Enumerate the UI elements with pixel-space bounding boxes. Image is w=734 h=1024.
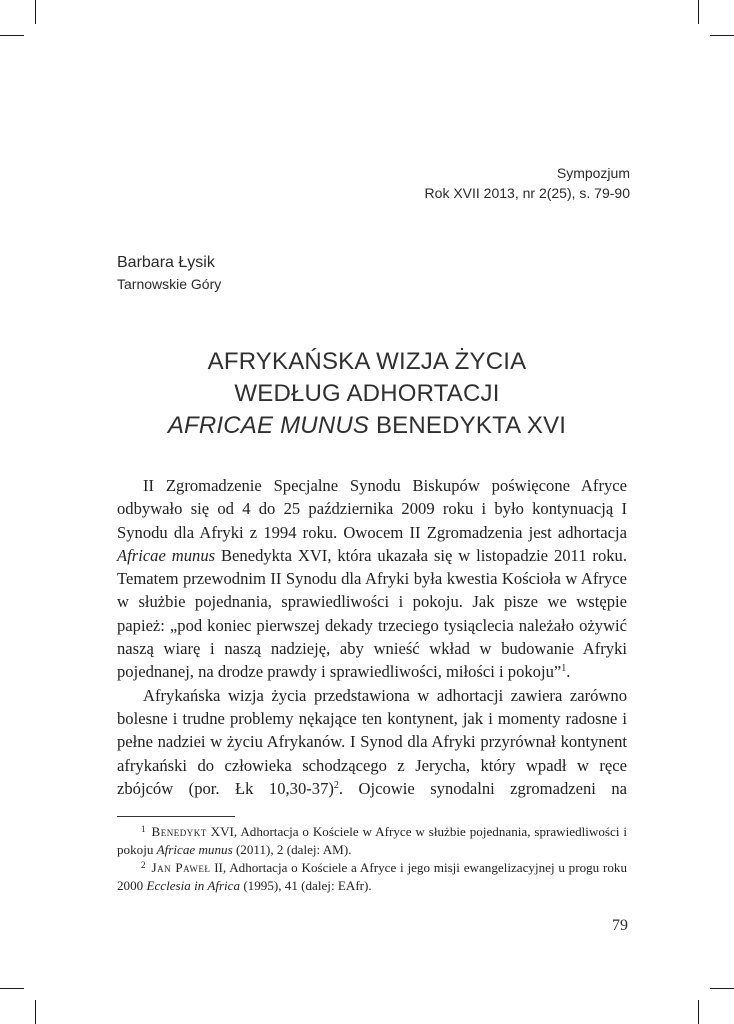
journal-issue: Rok XVII 2013, nr 2(25), s. 79-90	[424, 185, 630, 201]
paragraph-2	[117, 684, 627, 800]
footnote-italic: Ecclesia in Africa	[146, 878, 241, 893]
page-number: 79	[612, 917, 628, 934]
author-name: Barbara Łysik	[117, 254, 215, 271]
paragraph-text: .	[566, 662, 571, 682]
paragraph-1	[117, 474, 627, 684]
footnote-number: 2	[141, 860, 146, 870]
crop-mark	[710, 988, 734, 989]
footnote-text: II, Adhortacja o Kościele a Afryce i jego misji ewangelizacyjnej u progu roku 2000	[117, 860, 627, 893]
title-italic-part: AFRICAE MUNUS	[167, 412, 370, 439]
footnote-2	[117, 859, 627, 895]
journal-name: Sympozjum	[556, 165, 630, 181]
paragraph-text: . Ojcowie synodalni zgromadzeni na	[338, 778, 628, 798]
title-line-3	[0, 410, 734, 442]
title-line-2: WEDŁUG ADHORTACJI	[234, 380, 500, 407]
paragraph-text: II Zgromadzenie Specjalne Synodu Biskupów poświęcone Afryce odbywało się od 4 do 25 października 2009 roku i było kontynuacją I Synodu dla Afryki z 1994 roku. Owocem II Zgromadzenia jest adhortacja	[117, 476, 627, 542]
footnote-divider	[117, 816, 235, 817]
title-line-1: AFRYKAŃSKA WIZJA ŻYCIA	[207, 348, 527, 375]
footnote-text: (2011), 2 (dalej: AM).	[232, 842, 352, 857]
author-place: Tarnowskie Góry	[117, 276, 222, 292]
journal-header	[425, 163, 630, 203]
footnote-ref[interactable]: 2	[333, 779, 339, 791]
footnote-italic: Africae munus	[156, 842, 233, 857]
footnote-ref[interactable]: 1	[561, 663, 567, 675]
footnote-text: XVI, Adhortacja o Kościele w Afryce w służbie pojednania, sprawiedliwości i pokoju	[117, 824, 627, 857]
crop-mark	[710, 35, 734, 36]
paragraph-text: Benedykta XVI, która ukazała się w listopadzie 2011 roku. Tematem przewodnim II Synodu dla Afryki była kwestia Kościoła w Afryce w służbie pojednania, sprawiedliwości i pokoju. Jak pisze we wstępie papież: „pod koniec pierwszej dekady trzeciego tysiąclecia należało ożywić naszą wiarę i naszą nadzieję, aby wnieść wkład w budowanie Afryki pojednanej, na drodze prawdy i sprawiedliwości, miłości i pokoju”	[117, 545, 627, 682]
title-rest-part: BENEDYKTA XVI	[369, 412, 567, 439]
crop-mark	[0, 35, 24, 36]
crop-mark	[698, 0, 699, 24]
footnotes	[117, 823, 627, 895]
crop-mark	[698, 1000, 699, 1024]
footnote-number: 1	[141, 824, 146, 834]
footnote-author: Jan Paweł	[151, 860, 211, 875]
footnote-1	[117, 823, 627, 859]
paragraph-text: Afrykańska wizja życia przedstawiona w adhortacji zawiera zarówno bolesne i trudne problemy nękające ten kontynent, jak i momenty radosne i pełne nadziei w życiu Afrykanów. I Synod dla Afryki przyrównał kontynent afrykański do człowieka schodzącego z Jerycha, który wpadł w ręce zbójców (por. Łk 10,30-37)	[117, 685, 627, 798]
article-body	[117, 474, 627, 800]
footnote-text: (1995), 41 (dalej: EAfr).	[240, 878, 372, 893]
author-block	[117, 252, 221, 294]
crop-mark	[0, 988, 24, 989]
crop-mark	[35, 0, 36, 24]
crop-mark	[35, 1000, 36, 1024]
article-title	[0, 346, 734, 442]
footnote-author: Benedykt	[151, 824, 207, 839]
paragraph-italic: Africae munus	[117, 545, 216, 565]
